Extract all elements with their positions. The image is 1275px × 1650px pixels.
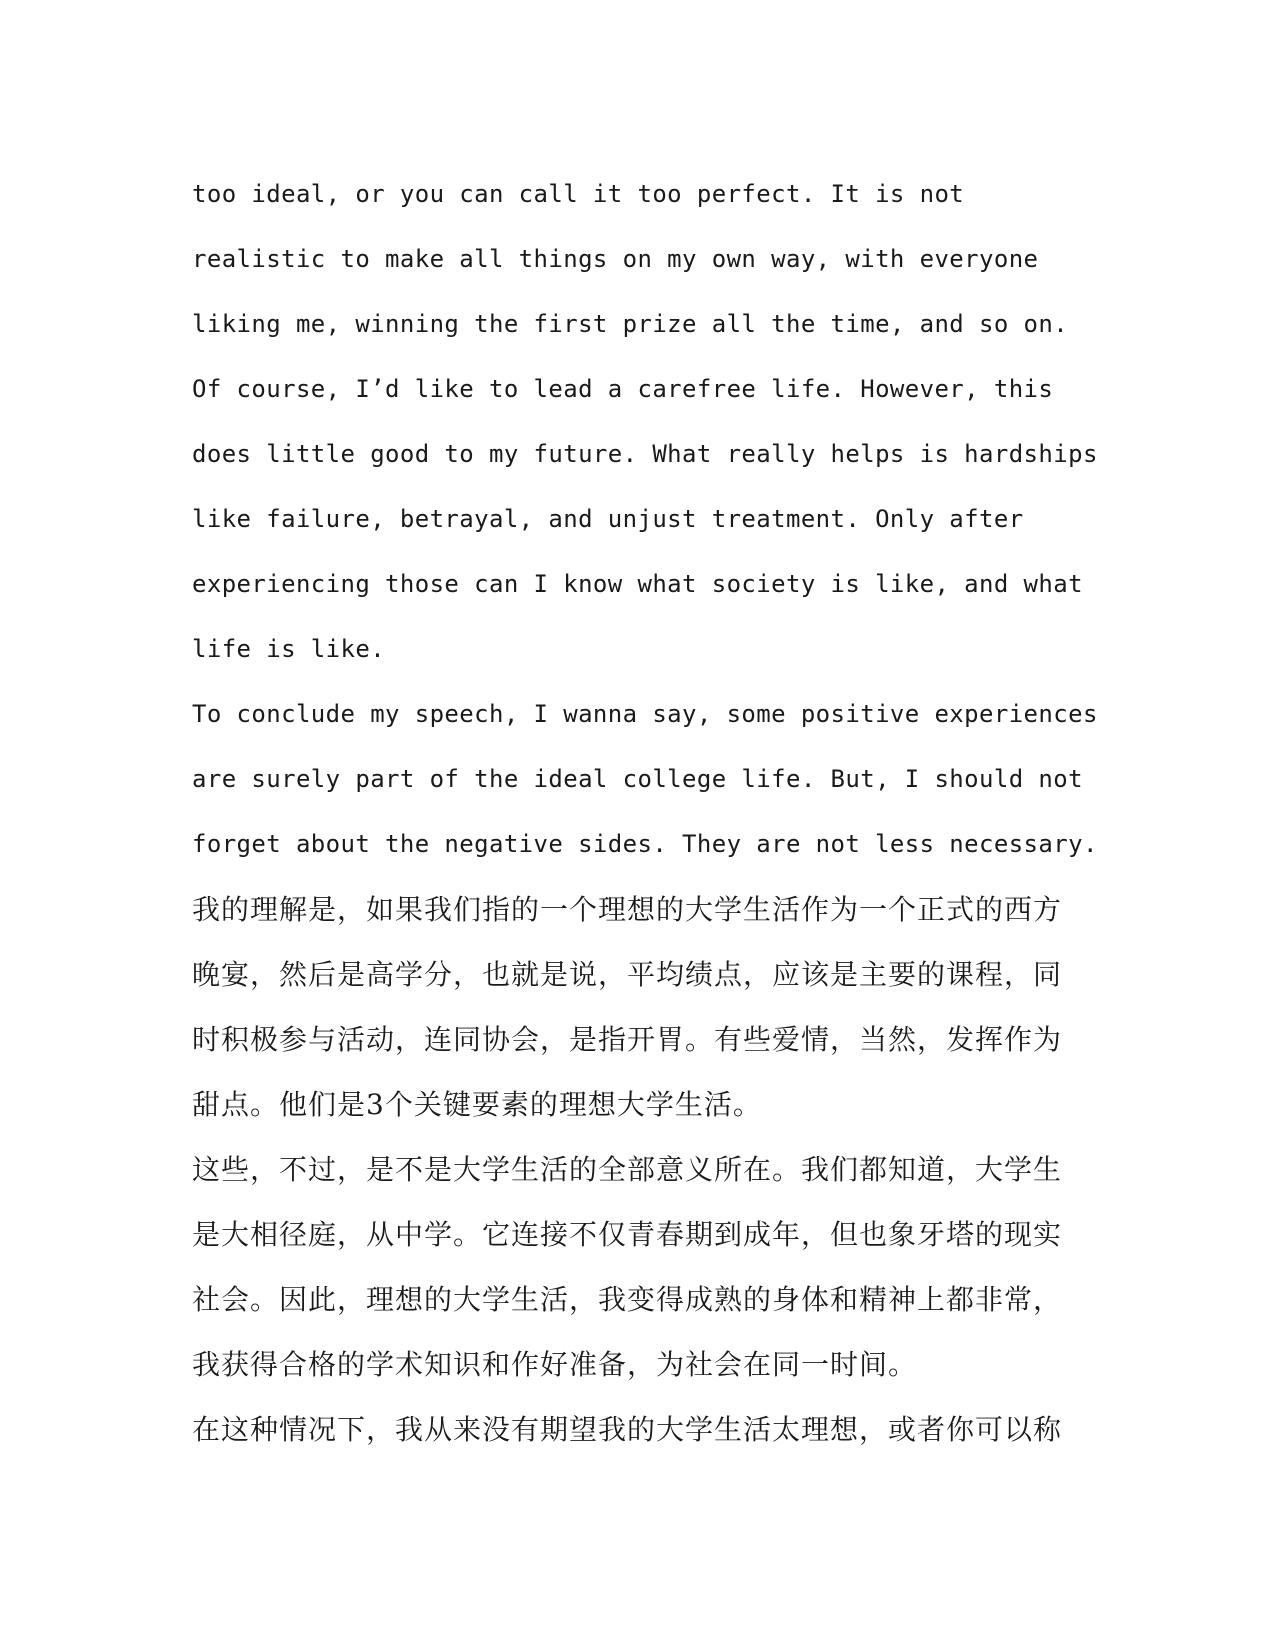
text-line: realistic to make all things on my own way, with everyone bbox=[192, 245, 1039, 273]
text-line: like failure, betrayal, and unjust treatment. Only after bbox=[192, 505, 1024, 533]
text-line: 晚宴，然后是高学分，也就是说，平均绩点，应该是主要的课程，同 bbox=[192, 958, 1063, 991]
text-line: Of course, I’d like to lead a carefree life. However, this bbox=[192, 375, 1054, 403]
text-line: 社会。因此，理想的大学生活，我变得成熟的身体和精神上都非常， bbox=[192, 1283, 1063, 1316]
text-line: are surely part of the ideal college life. But, I should not bbox=[192, 765, 1083, 793]
text-line: 是大相径庭，从中学。它连接不仅青春期到成年，但也象牙塔的现实 bbox=[192, 1218, 1063, 1251]
text-line: 在这种情况下，我从来没有期望我的大学生活太理想，或者你可以称 bbox=[192, 1413, 1063, 1446]
text-line: 这些，不过，是不是大学生活的全部意义所在。我们都知道，大学生 bbox=[192, 1153, 1063, 1186]
text-line: 时积极参与活动，连同协会，是指开胃。有些爱情，当然，发挥作为 bbox=[192, 1023, 1063, 1056]
text-line: forget about the negative sides. They are not less necessary. bbox=[192, 830, 1098, 858]
text-line: does little good to my future. What really helps is hardships bbox=[192, 440, 1098, 468]
text-line: 甜点。他们是3个关键要素的理想大学生活。 bbox=[192, 1088, 762, 1121]
text-line: experiencing those can I know what society is like, and what bbox=[192, 570, 1083, 598]
text-line: 我的理解是，如果我们指的一个理想的大学生活作为一个正式的西方 bbox=[192, 893, 1063, 926]
text-line: 我获得合格的学术知识和作好准备，为社会在同一时间。 bbox=[192, 1348, 918, 1381]
text-line: too ideal, or you can call it too perfect. It is not bbox=[192, 180, 965, 208]
text-line: To conclude my speech, I wanna say, some positive experiences bbox=[192, 700, 1098, 728]
text-line: life is like. bbox=[192, 635, 386, 663]
text-line: liking me, winning the first prize all the time, and so on. bbox=[192, 310, 1069, 338]
body-text bbox=[192, 162, 1098, 1462]
